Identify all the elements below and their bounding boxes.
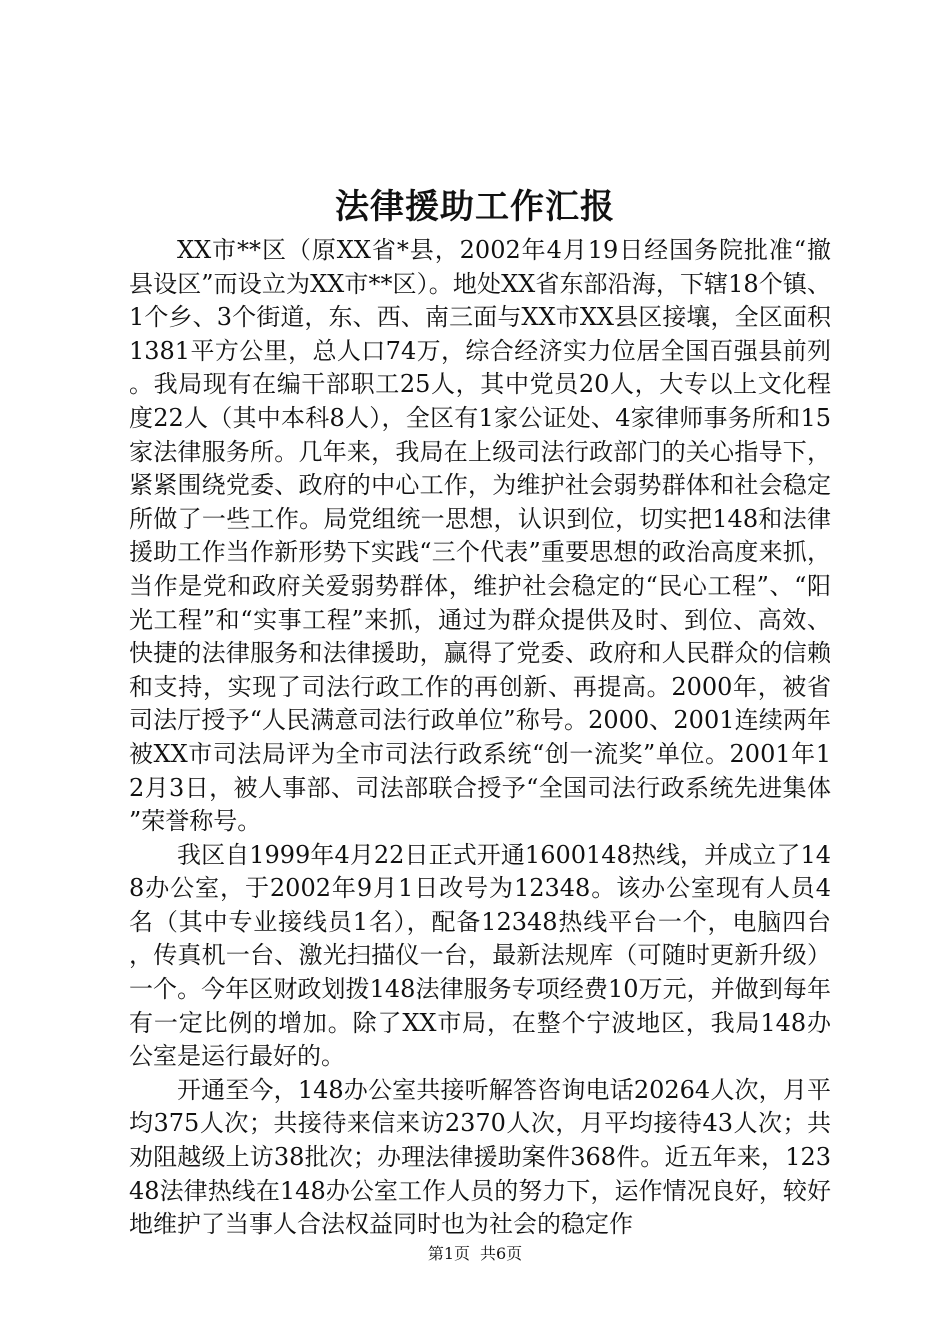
paragraph-1: XX市**区（原XX省*县，2002年4月19日经国务院批准“撤县设区”而设立为XX市**区）。地处XX省东部沿海，下辖18个镇、1个乡、3个街道，东、西、南三面与XX市XX县区接壤，全区面积1381平方公里，总人口74万，综合经济实力位居全国百强县前列。我局现有在编干部职工25人，其中党员20人，大专以上文化程度22人（其中本科8人），全区有1家公证处、4家律师事务所和15家法律服务所。几年来，我局在上级司法行政部门的关心指导下，紧紧围绕党委、政府的中心工作，为维护社会弱势群体和社会稳定所做了一些工作。局党组统一思想，认识到位，切实把148和法律援助工作当作新形势下实践“三个代表”重要思想的政治高度来抓，当作是党和政府关爱弱势群体，维护社会稳定的“民心工程”、“阳光工程”和“实事工程”来抓，通过为群众提供及时、到位、高效、快捷的法律服务和法律援助，赢得了党委、政府和人民群众的信赖和支持，实现了司法行政工作的再创新、再提高。2000年，被省司法厅授予“人民满意司法行政单位”称号。2000、2001连续两年被XX市司法局评为全市司法行政系统“创一流奖”单位。2001年12月3日，被人事部、司法部联合授予“全国司法行政系统先进集体”荣誉称号。 [129, 236, 831, 836]
page-number: 第1页 [427, 1244, 470, 1263]
page-total: 共6页 [480, 1244, 523, 1263]
paragraph-3: 开通至今，148办公室共接听解答咨询电话20264人次，月平均375人次；共接待来信来访2370人次，月平均接待43人次；共劝阻越级上访38批次；办理法律援助案件368件。近五年来，12348法律热线在148办公室工作人员的努力下，运作情况良好，较好地维护了当事人合法权益同时也为社会的稳定作 [129, 1075, 831, 1239]
paragraph-2: 我区自1999年4月22日正式开通1600148热线，并成立了148办公室，于2002年9月1日改号为12348。该办公室现有人员4名（其中专业接线员1名），配备12348热线平台一个，电脑四台，传真机一台、激光扫描仪一台，最新法规库（可随时更新升级）一个。今年区财政划拨148法律服务专项经费10万元，并做到每年有一定比例的增加。除了XX市局，在整个宁波地区，我局148办公室是运行最好的。 [129, 840, 831, 1071]
document-title: 法律援助工作汇报 [335, 187, 615, 227]
page-footer [0, 1243, 950, 1265]
document-body [129, 234, 831, 1242]
